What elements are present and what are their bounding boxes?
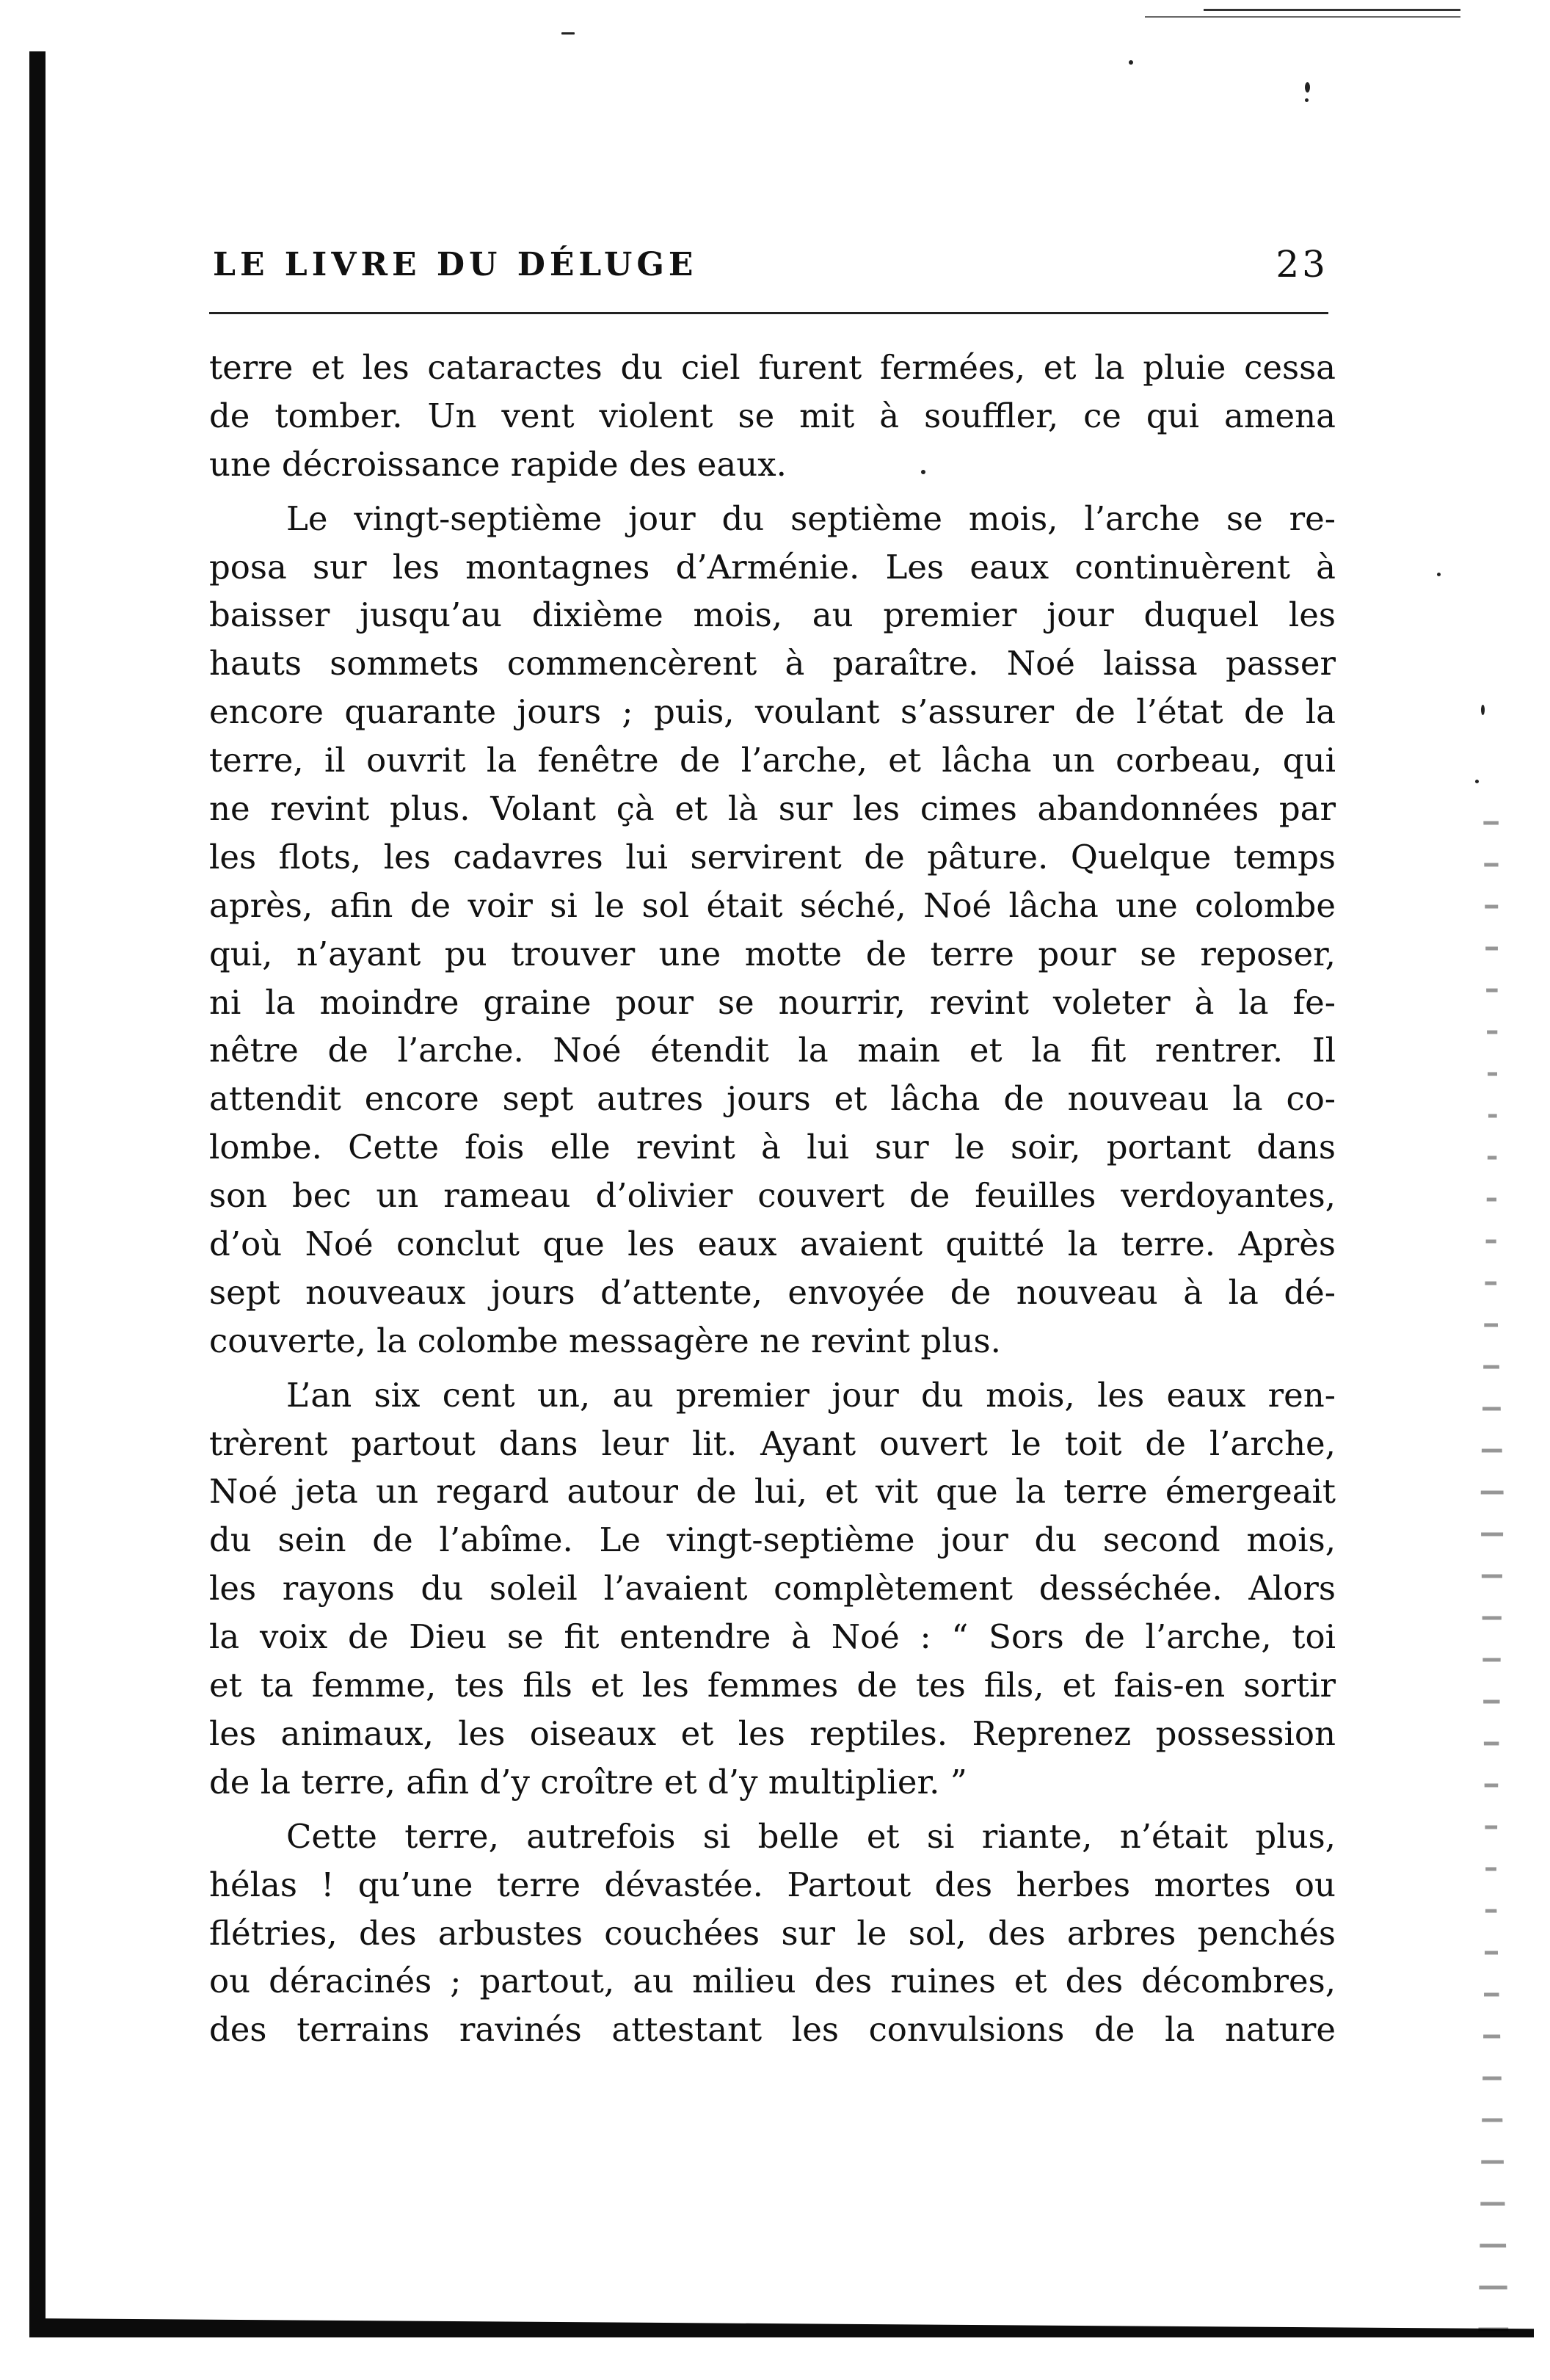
text-line: terre et les cataractes du ciel furent fermées, et la pluie cessa: [209, 348, 1336, 387]
text-line: trèrent partout dans leur lit. Ayant ouvert le toit de l’arche,: [209, 1423, 1336, 1463]
text-line: du sein de l’abîme. Le vingt-septième jour du second mois,: [209, 1520, 1336, 1560]
paragraph-gap: [209, 489, 1336, 495]
text-line: terre, il ouvrit la fenêtre de l’arche, et lâcha un corbeau, qui: [209, 741, 1336, 780]
text-line: une décroissance rapide des eaux.: [209, 444, 787, 484]
text-line: de tomber. Un vent violent se mit à souffler, ce qui amena: [209, 396, 1336, 435]
text-line: les rayons du soleil l’avaient complètement desséchée. Alors: [209, 1569, 1336, 1608]
scan-shadow-left: [29, 51, 46, 2327]
scan-speck: [1481, 705, 1485, 715]
text-line: après, afin de voir si le sol était séché, Noé lâcha une colombe: [209, 885, 1336, 925]
text-line: flétries, des arbustes couchées sur le sol, des arbres penchés: [209, 1913, 1336, 1953]
scan-speck: [561, 32, 575, 35]
show-through-right-margin: [1468, 808, 1519, 2349]
text-line: Noé jeta un regard autour de lui, et vit que la terre émergeait: [209, 1472, 1336, 1512]
scan-shadow-bottom: [29, 2318, 1534, 2337]
scan-speck: [1305, 98, 1309, 102]
text-line: hauts sommets commencèrent à paraître. Noé laissa passer: [209, 644, 1336, 683]
text-line: qui, n’ayant pu trouver une motte de terre pour se reposer,: [209, 934, 1336, 973]
text-line: les flots, les cadavres lui servirent de pâture. Quelque temps: [209, 837, 1336, 877]
text-line: et ta femme, tes fils et les femmes de tes fils, et fais-en sortir: [209, 1666, 1336, 1705]
paragraph-gap: [209, 1365, 1336, 1371]
running-head: [213, 239, 1328, 290]
text-line: Cette terre, autrefois si belle et si riante, n’était plus,: [286, 1816, 1336, 1856]
text-line: baisser jusqu’au dixième mois, au premier jour duquel les: [209, 595, 1336, 635]
paragraph: [209, 344, 1336, 489]
running-head-title: LE LIVRE DU DÉLUGE: [213, 245, 698, 283]
text-line: Le vingt-septième jour du septième mois, l’arche se re-: [286, 498, 1336, 538]
text-line: d’où Noé conclut que les eaux avaient quitté la terre. Après: [209, 1225, 1336, 1264]
text-line: ou déracinés ; partout, au milieu des ruines et des décombres,: [209, 1962, 1336, 2001]
text-line: L’an six cent un, au premier jour du mois, les eaux ren-: [286, 1375, 1336, 1415]
text-line: son bec un rameau d’olivier couvert de feuilles verdoyantes,: [209, 1176, 1336, 1216]
paragraph: [209, 1371, 1336, 1807]
text-line: lombe. Cette fois elle revint à lui sur le soir, portant dans: [209, 1128, 1336, 1167]
paragraph: [209, 1813, 1336, 2054]
scan-mark-top-2: [1145, 16, 1460, 18]
scan-speck: [1305, 82, 1310, 92]
text-line: des terrains ravinés attestant les convulsions de la nature: [209, 2010, 1336, 2050]
text-line: attendit encore sept autres jours et lâcha de nouveau la co-: [209, 1079, 1336, 1119]
scan-mark-top: [1204, 9, 1460, 11]
text-line: nêtre de l’arche. Noé étendit la main et la fit rentrer. Il: [209, 1031, 1336, 1070]
paragraph: [209, 495, 1336, 1365]
text-line: hélas ! qu’une terre dévastée. Partout des herbes mortes ou: [209, 1865, 1336, 1904]
text-line: couverte, la colombe messagère ne revint plus.: [209, 1321, 1001, 1360]
paragraph-gap: [209, 1807, 1336, 1813]
scan-speck: [1129, 60, 1133, 65]
scan-speck: [1475, 780, 1479, 783]
text-line: ni la moindre graine pour se nourrir, revint voleter à la fe-: [209, 982, 1336, 1022]
text-line: encore quarante jours ; puis, voulant s’assurer de l’état de la: [209, 692, 1336, 732]
text-line: posa sur les montagnes d’Arménie. Les eaux continuèrent à: [209, 547, 1336, 587]
text-line: la voix de Dieu se fit entendre à Noé : “ Sors de l’arche, toi: [209, 1617, 1336, 1657]
page-body: [209, 344, 1336, 2054]
text-line: de la terre, afin d’y croître et d’y multiplier. ”: [209, 1762, 967, 1802]
running-head-rule: [209, 312, 1328, 314]
text-line: ne revint plus. Volant çà et là sur les cimes abandonnées par: [209, 789, 1336, 829]
text-line: les animaux, les oiseaux et les reptiles. Reprenez possession: [209, 1713, 1336, 1753]
text-line: sept nouveaux jours d’attente, envoyée de nouveau à la dé-: [209, 1272, 1336, 1312]
page-number: 23: [1276, 243, 1328, 286]
scan-speck: [1437, 573, 1441, 576]
